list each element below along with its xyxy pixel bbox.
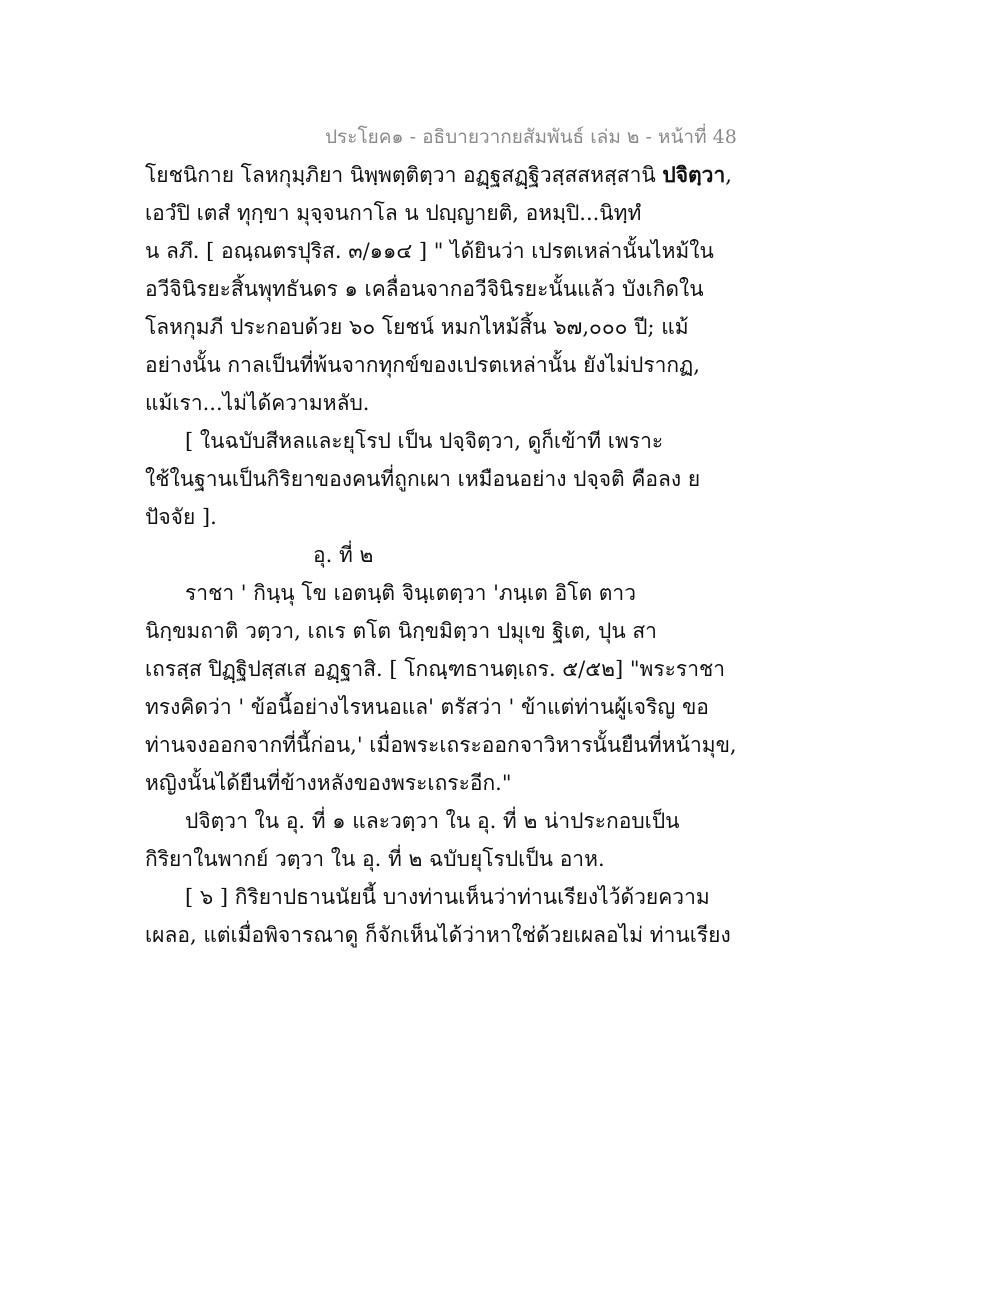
- text-line: นิกฺขมถาติ วตฺวา, เถเร ตโต นิกฺขมิตฺวา ปมุเข ฐิเต, ปุน สา: [145, 619, 657, 643]
- text-line: โลหกุมภี ประกอบด้วย ๖๐ โยชน์ หมกไหม้สิ้น ๖๗,๐๐๐ ปี; แม้: [145, 315, 689, 339]
- text-line: ท่านจงออกจากที่นี้ก่อน,' เมื่อพระเถระออกจาวิหารนั้นยืนที่หน้ามุข,: [145, 733, 737, 757]
- paragraph-start-line: ปจิตฺวา ใน อุ. ที่ ๑ และวตฺวา ใน อุ. ที่ ๒ น่าประกอบเป็น: [185, 809, 680, 833]
- text-line: ปัจจัย ].: [145, 505, 217, 529]
- text-segment: ,: [725, 163, 732, 187]
- text-line: แม้เรา...ไม่ได้ความหลับ.: [145, 391, 370, 415]
- text-line: น ลภึ. [ อณฺณตรปุริส. ๓/๑๑๔ ] " ได้ยินว่า เปรตเหล่านั้นไหม้ใน: [145, 239, 714, 263]
- example-heading: อุ. ที่ ๒: [313, 543, 374, 567]
- running-header: ประโยค๑ - อธิบายวากยสัมพันธ์ เล่ม ๒ - หน้าที่ 48: [325, 126, 737, 148]
- text-line: กิริยาในพากย์ วตฺวา ใน อุ. ที่ ๒ ฉบับยุโรปเป็น อาห.: [145, 847, 605, 871]
- body-text: [145, 156, 865, 954]
- paragraph-start-line: [ ๖ ] กิริยาปธานนัยนี้ บางท่านเห็นว่าท่านเรียงไว้ด้วยความ: [185, 885, 710, 909]
- text-line: หญิงนั้นได้ยืนที่ข้างหลังของพระเถระอีก.": [145, 771, 512, 795]
- text-line: อวีจินิรยะสิ้นพุทธันดร ๑ เคลื่อนจากอวีจินิรยะนั้นแล้ว บังเกิดใน: [145, 277, 704, 301]
- text-line: ทรงคิดว่า ' ข้อนี้อย่างไรหนอแล' ตรัสว่า ' ข้าแต่ท่านผู้เจริญ ขอ: [145, 695, 709, 719]
- text-line: ใช้ในฐานเป็นกิริยาของคนที่ถูกเผา เหมือนอย่าง ปจฺจติ คือลง ย: [145, 467, 701, 491]
- paragraph-start-line: ราชา ' กินฺนุ โข เอตนฺติ จินฺเตตฺวา 'ภนฺเต อิโต ตาว: [185, 581, 637, 605]
- text-line: [145, 156, 865, 194]
- bold-term: ปจิตฺวา: [662, 162, 726, 187]
- text-line: เผลอ, แต่เมื่อพิจารณาดู ก็จักเห็นได้ว่าหาใช่ด้วยเผลอไม่ ท่านเรียง: [145, 923, 731, 947]
- text-line: อย่างนั้น กาลเป็นที่พ้นจากทุกข์ของเปรตเหล่านั้น ยังไม่ปรากฏ,: [145, 353, 700, 377]
- text-line: เอวํปิ เตสํ ทุกฺขา มุจฺจนกาโล น ปญฺญายติ, อหมฺปิ...นิทฺทํ: [145, 201, 642, 225]
- text-line: เถรสฺส ปิฏฺฐิปสฺสเส อฏฺฐาสิ. [ โกณฺฑธานตฺเถร. ๕/๕๒] "พระราชา: [145, 657, 726, 681]
- text-segment: โยชนิกาย โลหกุมฺภิยา นิพฺพตฺติตฺวา อฏฺฐสฏฺฐิวสฺสสหสฺสานิ: [145, 163, 663, 187]
- paragraph-start-line: [ ในฉบับสีหลและยุโรป เป็น ปจฺจิตฺวา, ดูก็เข้าที เพราะ: [185, 429, 664, 453]
